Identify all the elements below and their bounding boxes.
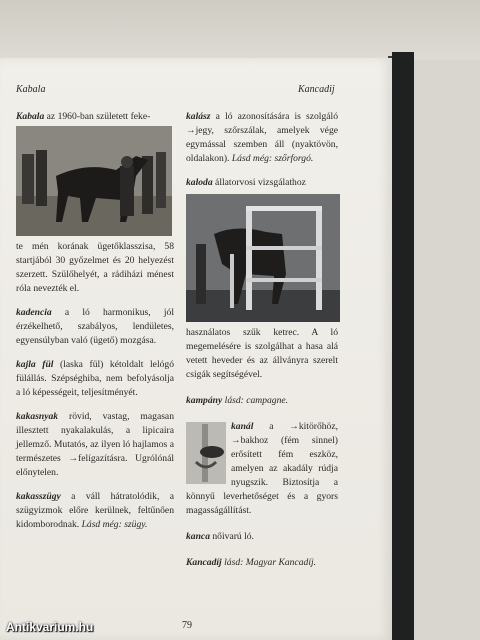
see-also: Lásd még: szőrforgó. — [231, 153, 314, 164]
headword: kadencia — [16, 307, 52, 318]
page-number: 79 — [182, 620, 192, 631]
entry-kalasz — [186, 110, 338, 166]
running-head-left: Kabala — [16, 84, 46, 95]
right-column — [186, 110, 338, 570]
entry-text: rövid, vastag, magasan illesztett nyakalakulás, a lipicaira jellemző. Mutatós, az ilyen ló hajlamos a természetes →felígazításra. Ugrólónál előnytelen. — [16, 411, 174, 478]
entry-kancadij — [186, 556, 338, 570]
see-also: Lásd még: szügy. — [81, 519, 148, 530]
entry-text: a →kitörőhöz, →bakhoz (fém sinnel) erősített fém eszköz, amelyen az akadály rúdja nyugszik. Biztosítja a könnyű leverhetőséget és a gyors magasságállítást. — [186, 421, 338, 516]
entry-text: a ló harmonikus, jól érzékelhető, szabályos, lendületes, egyensúlyban való (ügető) mozgása. — [16, 307, 174, 346]
background-top — [0, 0, 480, 60]
book-cover — [392, 52, 414, 640]
entry-kabala-continued: te mén korának ügetőklasszisa, 58 startjából 30 győzelmet és 20 helyezést szerzett. Szülőhelyét, a rádiházi ménest róla nevezték el. — [16, 241, 174, 294]
see-also: lásd: Magyar Kancadíj. — [221, 557, 317, 568]
entry-kajla-ful — [16, 358, 174, 400]
watermark-text: Antikvarium.hu — [6, 620, 94, 634]
entry-kanca — [186, 530, 338, 544]
book-page — [0, 58, 392, 640]
stall-photo-illustration — [186, 194, 340, 322]
see-also: lásd: campagne. — [222, 395, 289, 406]
entry-kaloda-continued: használatos szűk ketrec. A ló megemelésére is szolgálhat a hasa alá vetett heveder és az állványra szerelt csigák segítségével. — [186, 327, 338, 380]
headword: kanál — [231, 421, 254, 432]
headword: kakasnyak — [16, 411, 59, 422]
photo-kanal-hook — [186, 422, 226, 484]
entry-text: (laska fül) kétoldalt lelógó fülállás. Szépséghiba, nem befolyásolja a ló képességeit, teljesítményét. — [16, 359, 174, 398]
headword: Kabala — [16, 111, 45, 122]
entry-kadencia — [16, 306, 174, 348]
headword: kajla fül — [16, 359, 54, 370]
headword: kampány — [186, 395, 223, 406]
running-head-right: Kancadij — [298, 84, 335, 95]
entry-kakasszugy — [16, 490, 174, 532]
entry-text: a ló azonosítására is szolgáló →jegy, szőrszálak, amelyek vége egymással szemben áll (nyaktövön, oldalakon). — [186, 111, 338, 164]
entry-kabala — [16, 110, 174, 124]
headword: kakasszügy — [16, 491, 61, 502]
entry-kaloda — [186, 176, 338, 190]
entry-kakasnyak — [16, 410, 174, 480]
headword: kanca — [186, 531, 210, 542]
left-column — [16, 110, 174, 532]
entry-kanal-block — [186, 420, 338, 518]
headword: Kancadíj — [186, 557, 222, 568]
entry-lead: az 1960-ban született feke- — [44, 111, 151, 122]
hook-illustration — [186, 422, 226, 484]
entry-text: a váll hátratolódik, a szügyizmok előre kerülnek, feltűnően kidomborodnak. — [16, 491, 174, 530]
headword: kalász — [186, 111, 211, 122]
entry-lead: állatorvosi vizsgálathoz — [212, 177, 306, 188]
photo-kaloda-stall — [186, 194, 340, 322]
entry-kampany — [186, 394, 338, 408]
headword: kaloda — [186, 177, 213, 188]
horse-photo-illustration — [16, 126, 172, 236]
photo-kabala-horse — [16, 126, 172, 236]
entry-text: nőivarú ló. — [209, 531, 254, 542]
